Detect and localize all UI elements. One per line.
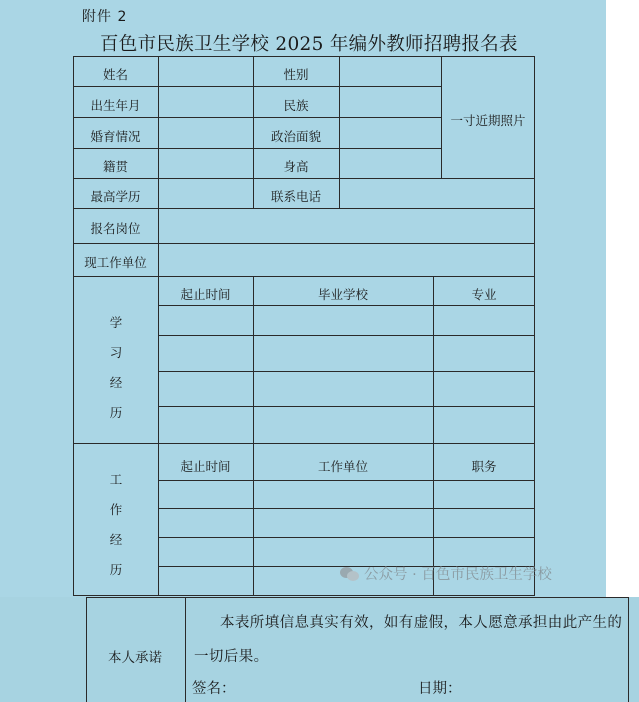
row-line: [158, 537, 535, 538]
label-height: 身高: [283, 159, 309, 174]
row-line: [158, 371, 535, 372]
row-line: [73, 276, 535, 277]
label-gender: 性别: [283, 67, 309, 82]
photo-placeholder: 一寸近期照片: [450, 113, 526, 128]
col-line: [433, 276, 434, 596]
watermark: [340, 563, 552, 584]
col-line: [339, 56, 340, 208]
row-line: [158, 508, 535, 509]
study-col-school: 毕业学校: [317, 287, 368, 302]
col-line: [185, 597, 186, 702]
work-label: 工 作 经 历: [109, 472, 123, 577]
label-employer: 现工作单位: [84, 255, 147, 270]
label-political: 政治面貌: [270, 129, 321, 144]
watermark-text: 公众号 · 百色市民族卫生学校: [364, 567, 552, 583]
label-position: 报名岗位: [90, 221, 141, 236]
study-label: 学 习 经 历: [109, 315, 123, 420]
sign-label: 签名：: [192, 681, 236, 697]
work-col-employer: 工作单位: [317, 459, 368, 474]
row-line: [73, 243, 535, 244]
study-col-major: 专业: [471, 287, 497, 302]
study-col-period: 起止时间: [180, 287, 231, 302]
promise-text: 本表所填信息真实有效，如有虚假，本人愿意承担由此产生的一切后果。: [194, 615, 623, 665]
row-line: [73, 148, 441, 149]
col-line: [253, 276, 254, 596]
label-birth: 出生年月: [90, 98, 141, 113]
row-line: [73, 208, 535, 209]
label-native-place: 籍贯: [102, 159, 128, 174]
row-line: [158, 335, 535, 336]
work-col-title: 职务: [471, 459, 497, 474]
attachment-label: 附件 2: [82, 9, 128, 25]
row-line: [73, 117, 441, 118]
row-line: [73, 86, 441, 87]
wechat-icon: [340, 566, 360, 581]
label-education: 最高学历: [90, 189, 141, 204]
row-line: [158, 305, 535, 306]
row-line: [73, 178, 535, 179]
label-name: 姓名: [102, 67, 128, 82]
label-phone: 联系电话: [270, 189, 321, 204]
col-line: [158, 276, 159, 596]
label-marital: 婚育情况: [90, 129, 141, 144]
row-line: [158, 406, 535, 407]
label-ethnicity: 民族: [283, 98, 309, 113]
row-line: [158, 480, 535, 481]
col-line: [158, 56, 159, 208]
promise-label: 本人承诺: [108, 650, 162, 666]
row-line: [73, 443, 535, 444]
col-line: [158, 208, 159, 276]
work-col-period: 起止时间: [180, 459, 231, 474]
date-label: 日期：: [418, 681, 462, 697]
form-title: 百色市民族卫生学校 2025 年编外教师招聘报名表: [100, 34, 518, 55]
